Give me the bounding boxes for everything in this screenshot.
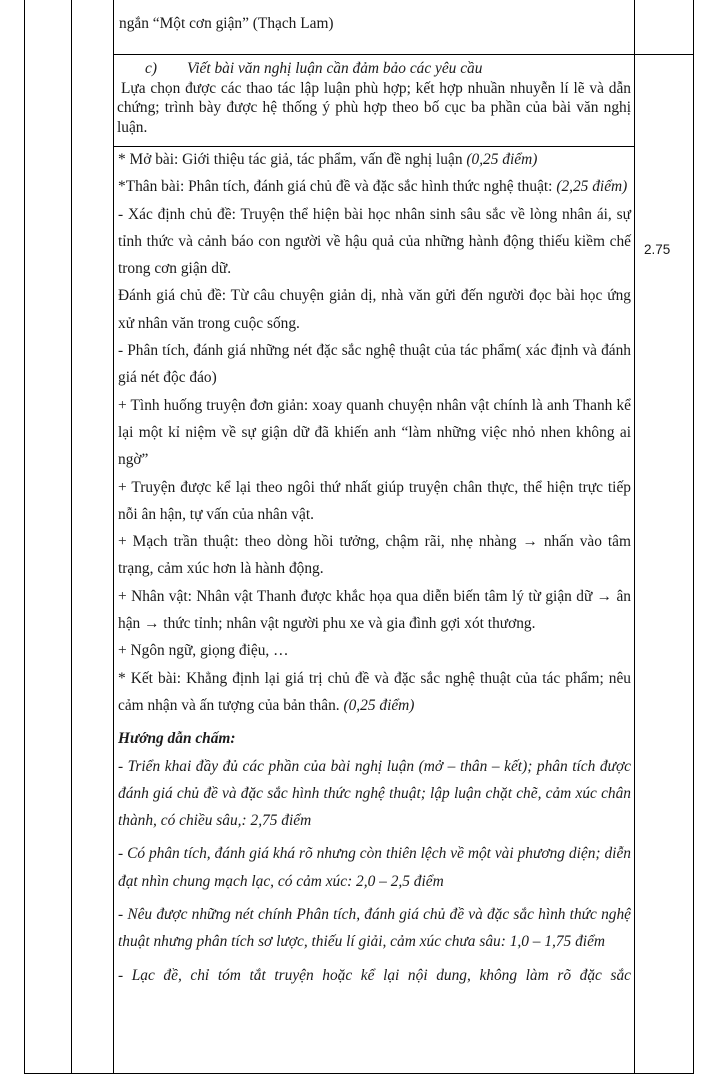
guide-title: Hướng dẫn chấm:: [118, 730, 236, 748]
table-border-bottom: [24, 1073, 694, 1074]
table-border-right: [693, 0, 694, 1074]
table-border-left: [24, 0, 25, 1074]
table-column-divider-1: [71, 0, 72, 1074]
guide-item-3: - Nêu được những nét chính Phân tích, đánh giá chủ đề và đặc sắc hình thức nghệ thuật nhưng phân tích sơ lược, thiếu lí giải, cảm xúc chưa sâu: 1,0 – 1,75 điểm: [118, 906, 631, 951]
than-bai-text: *Thân bài: Phân tích, đánh giá chủ đề và đặc sắc hình thức nghệ thuật:: [118, 178, 553, 196]
nhan-vat: + Nhân vật: Nhân vật Thanh được khắc họa qua diễn biến tâm lý từ giận dữ → ân hận → thức tỉnh; nhân vật người phu xe và gia đình gợi xót thương.: [118, 587, 631, 633]
guide-item-2: - Có phân tích, đánh giá khá rõ nhưng còn thiên lệch về một vài phương diện; diễn đạt nhìn chung mạch lạc, có cảm xúc: 2,0 – 2,5 điểm: [118, 845, 631, 890]
ket-bai: [118, 665, 631, 720]
ngoi-ke: + Truyện được kể lại theo ngôi thứ nhất giúp truyện chân thực, thể hiện trực tiếp nỗi ân hận, tự vấn của nhân vật.: [118, 478, 631, 523]
score-value: 2.75: [644, 242, 671, 257]
top-cell: [119, 14, 630, 34]
mo-bai-text: * Mở bài: Giới thiệu tác giả, tác phẩm, vấn đề nghị luận: [118, 151, 463, 168]
essay-outline: [118, 146, 631, 989]
section-c-heading: [145, 59, 631, 79]
tinh-huong: + Tình huống truyện đơn giản: xoay quanh chuyện nhân vật chính là anh Thanh kể lại một kỉ niệm về sự giận dữ đã khiến anh “làm những việc nhỏ nhen không ai ngờ”: [118, 396, 631, 469]
guide-item-4: - Lạc đề, chỉ tóm tắt truyện hoặc kể lại nội dung, không làm rõ đặc sắc: [118, 966, 631, 984]
table-column-divider-2: [113, 0, 114, 1074]
ket-bai-points: (0,25 điểm): [343, 696, 415, 714]
mo-bai: [118, 146, 631, 173]
than-bai-points: (2,25 điểm): [556, 178, 628, 196]
section-c-cell: [117, 59, 631, 137]
section-c-heading-text: Viết bài văn nghị luận cần đảm bảo các yêu cầu: [186, 60, 483, 77]
section-c-requirement: Lựa chọn được các thao tác lập luận phù hợp; kết hợp nhuần nhuyễn lí lẽ và dẫn chứng; trình bày được hệ thống ý phù hợp theo bố cục ba phần của bài văn nghị luận.: [117, 79, 631, 136]
danh-gia-chu-de: Đánh giá chủ đề: Từ câu chuyện giản dị, nhà văn gửi đến người đọc bài học ứng xử nhân văn trong cuộc sống.: [118, 287, 631, 332]
ngon-ngu: + Ngôn ngữ, giọng điệu, …: [118, 642, 289, 660]
chu-de-label: - Xác định chủ đề: [118, 205, 232, 223]
chu-de-text: : Truyện thể hiện bài học nhân sinh sâu sắc về lòng nhân ái, sự tỉnh thức và cảnh báo con người về hậu quả của những hành động thiếu kiềm chế trong cơn giận dữ.: [118, 205, 631, 278]
top-cell-text: ngắn “Một cơn giận” (Thạch Lam): [119, 15, 334, 32]
mo-bai-points: (0,25 điểm): [466, 151, 538, 168]
nghe-thuat: - Phân tích, đánh giá những nét đặc sắc nghệ thuật của tác phẩm( xác định và đánh giá nét độc đáo): [118, 342, 631, 387]
ket-bai-text: * Kết bài: Khẳng định lại giá trị chủ đề và đặc sắc nghệ thuật của tác phẩm; nêu cảm nhận và ấn tượng của bản thân.: [118, 669, 631, 714]
section-c-marker: c): [145, 60, 157, 77]
chu-de: [118, 201, 631, 283]
guide-item-1: - Triển khai đầy đủ các phần của bài nghị luận (mở – thân – kết); phân tích được đánh giá chủ đề và đặc sắc hình thức nghệ thuật; lập luận chặt chẽ, cảm xúc chân thành, có chiều sâu,: 2,75 điểm: [118, 757, 631, 830]
mach-tran-thuat: + Mạch trần thuật: theo dòng hồi tưởng, chậm rãi, nhẹ nhàng → nhấn vào tâm trạng, cảm xúc hơn là hành động.: [118, 533, 631, 578]
table-column-divider-3: [634, 0, 635, 1074]
row-divider-top: [113, 54, 694, 55]
than-bai: [118, 173, 631, 200]
